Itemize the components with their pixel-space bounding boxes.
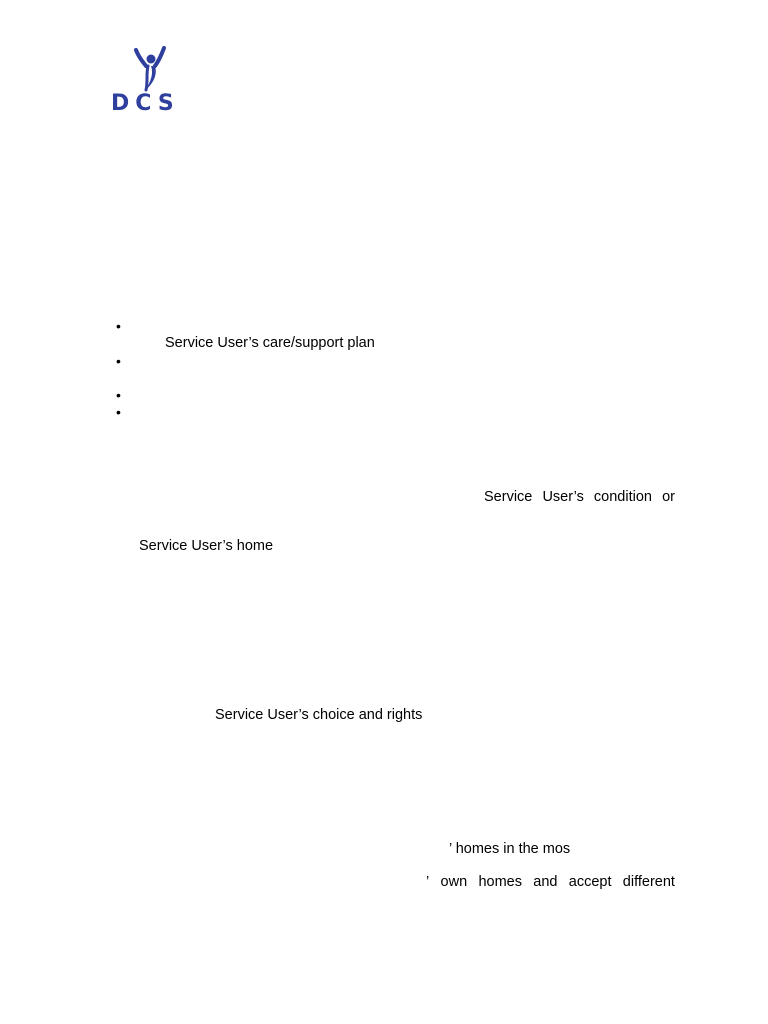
homes-mos-text: ’ homes in the mos: [449, 841, 571, 857]
logo-text: DCS: [111, 91, 180, 116]
dcs-logo: [108, 44, 194, 118]
bullet-marker: •: [116, 318, 121, 334]
bullet-marker: •: [116, 387, 121, 403]
bullet-marker: •: [116, 353, 121, 369]
care-plan-text: Service User’s care/support plan: [165, 335, 375, 351]
word: accept: [568, 874, 612, 890]
word: ’: [426, 874, 430, 890]
word: different: [622, 874, 675, 890]
word: User’s: [542, 489, 584, 505]
own-homes-line: [426, 873, 675, 891]
bullet-marker: •: [116, 404, 121, 420]
word: homes: [478, 874, 522, 890]
word: Service: [484, 489, 533, 505]
word: own: [440, 874, 468, 890]
home-text: Service User’s home: [139, 538, 274, 554]
word: and: [533, 874, 558, 890]
condition-line: [484, 488, 675, 506]
choice-rights-text: Service User’s choice and rights: [215, 707, 423, 723]
word: condition: [593, 489, 652, 505]
word: or: [662, 489, 675, 505]
